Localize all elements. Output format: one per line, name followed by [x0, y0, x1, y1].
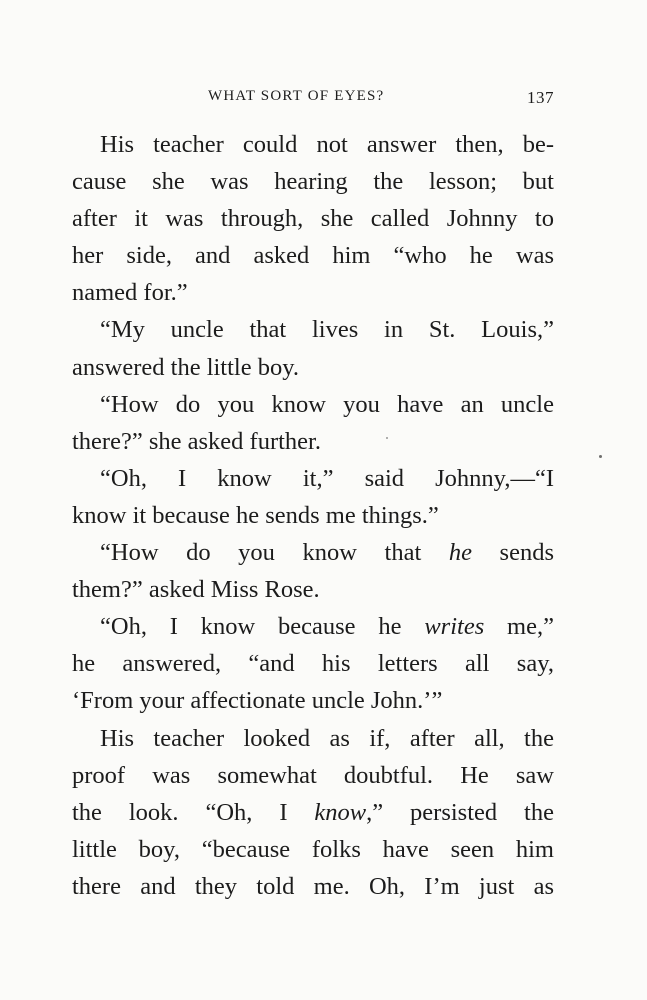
text-line: know it because he sends me things.”: [72, 501, 439, 529]
text-line: answered the little boy.: [72, 353, 300, 381]
running-title: WHAT SORT OF EYES?: [208, 88, 385, 104]
scan-speck: [599, 455, 602, 458]
text-line: His teacher looked as if, after all, the: [100, 724, 554, 752]
text-line: “Oh, I know because he writes me,”: [100, 613, 554, 641]
text-line: “How do you know that he sends: [100, 539, 554, 567]
text-line: named for.”: [72, 279, 188, 307]
text-line: “My uncle that lives in St. Louis,”: [100, 316, 554, 344]
text-line: little boy, “because folks have seen him: [72, 835, 554, 863]
text-line: “How do you know you have an uncle: [100, 390, 554, 418]
text-line: her side, and asked him “who he was: [72, 242, 554, 270]
text-line: His teacher could not answer then, be-: [100, 131, 554, 158]
page-number: 137: [527, 88, 554, 107]
text-line: there?” she asked further.: [72, 427, 321, 455]
text-line: them?” asked Miss Rose.: [72, 576, 320, 604]
text-line: he answered, “and his letters all say,: [72, 650, 554, 678]
text-line: cause she was hearing the lesson; but: [72, 168, 554, 196]
text-line: the look. “Oh, I know,” persisted the: [72, 798, 554, 826]
scan-speck: [386, 437, 388, 439]
running-head: [72, 88, 554, 110]
text-line: there and they told me. Oh, I’m just as: [72, 872, 554, 900]
text-line: proof was somewhat doubtful. He saw: [72, 761, 554, 789]
text-line: after it was through, she called Johnny to: [72, 205, 554, 233]
text-line: ‘From your affectionate uncle John.’”: [72, 687, 443, 715]
body-text: [72, 126, 554, 905]
text-line: “Oh, I know it,” said Johnny,—“I: [100, 464, 554, 492]
